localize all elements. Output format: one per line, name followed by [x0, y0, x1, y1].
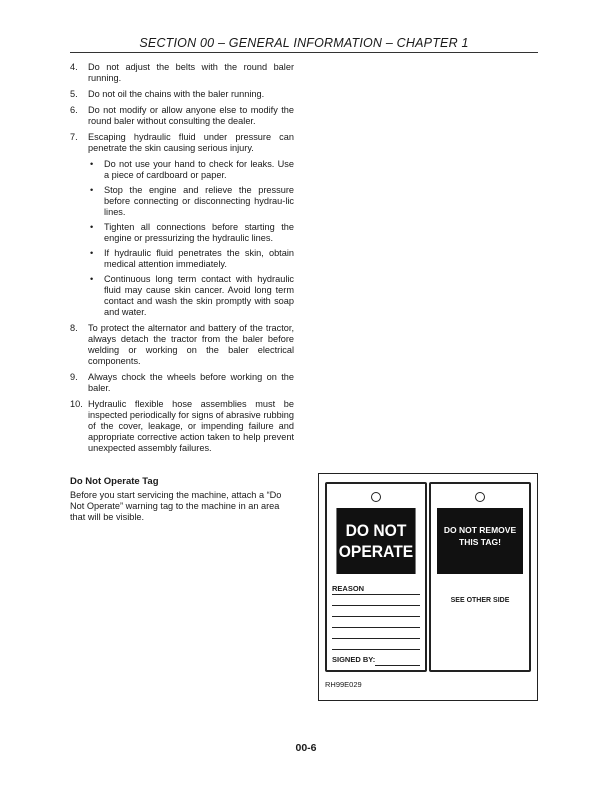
signed-by-label: SIGNED BY:	[332, 655, 376, 664]
list-item	[70, 62, 294, 84]
bullet-icon: •	[90, 222, 94, 232]
page-header: SECTION 00 – GENERAL INFORMATION – CHAPTER 1	[139, 36, 469, 50]
page-number: 00-6	[295, 742, 317, 754]
bullet-item	[88, 185, 294, 218]
reason-line	[332, 594, 420, 595]
section-heading: Do Not Operate Tag	[70, 476, 159, 487]
header-divider	[70, 52, 538, 53]
reason-label: REASON	[332, 584, 365, 593]
bullet-item	[88, 222, 294, 244]
bullet-item	[88, 248, 294, 270]
bullet-icon: •	[90, 185, 94, 195]
item-text: To protect the alternator and battery of the tractor, always detach the tractor from the baler before welding or working on the baler electrical components.	[88, 323, 294, 366]
figure-caption: RH99E029	[325, 680, 362, 689]
list-item	[70, 372, 294, 394]
bullet-text: If hydraulic fluid penetrates the skin, obtain medical attention immediately.	[104, 248, 294, 269]
list-item	[70, 105, 294, 127]
see-other-side-label: SEE OTHER SIDE	[450, 597, 510, 604]
item-number: 5.	[70, 89, 78, 99]
bullet-text: Continuous long term contact with hydraulic fluid may cause skin cancer. Avoid long term contact and wash the skin promptly with soap and water.	[104, 274, 294, 317]
tag-back	[429, 482, 531, 672]
front-line2: OPERATE	[338, 542, 414, 561]
item-text: Do not modify or allow anyone else to modify the round baler without consulting the dealer.	[88, 105, 294, 126]
list-item	[70, 323, 294, 367]
bullet-item	[88, 274, 294, 318]
item-number: 8.	[70, 323, 78, 333]
reason-line	[332, 605, 420, 606]
reason-line	[332, 616, 420, 617]
hydraulic-bullets	[88, 159, 294, 318]
safety-list	[70, 62, 294, 459]
item-number: 4.	[70, 62, 78, 72]
item-number: 10.	[70, 399, 83, 409]
section-body: Before you start servicing the machine, attach a “Do Not Operate” warning tag to the machine in an area that will be visible.	[70, 490, 282, 522]
front-line1: DO NOT	[345, 521, 407, 540]
item-number: 6.	[70, 105, 78, 115]
back-line2: THIS TAG!	[459, 537, 501, 547]
signature-line	[375, 665, 420, 666]
do-not-remove-label	[437, 508, 523, 574]
item-text: Escaping hydraulic fluid under pressure can penetrate the skin causing serious injury.	[88, 132, 294, 153]
bullet-icon: •	[90, 248, 94, 258]
item-text: Hydraulic flexible hose assemblies must be inspected periodically for signs of abrasive rubbing of the cover, leakage, or impending failure and appropriate corrective action taken to help prevent unexpected assembly failures.	[88, 399, 294, 453]
item-text: Always chock the wheels before working on the baler.	[88, 372, 294, 393]
bullet-text: Do not use your hand to check for leaks. Use a piece of cardboard or paper.	[104, 159, 294, 180]
tag-figure	[318, 473, 538, 701]
list-item	[70, 399, 294, 454]
back-line1: DO NOT REMOVE	[443, 525, 517, 535]
tag-hole-icon	[371, 492, 381, 502]
list-item	[70, 132, 294, 318]
reason-line	[332, 627, 420, 628]
item-number: 7.	[70, 132, 78, 142]
bullet-text: Stop the engine and relieve the pressure before connecting or disconnecting hydrau-lic lines.	[104, 185, 294, 217]
list-item	[70, 89, 294, 100]
tag-hole-icon	[475, 492, 485, 502]
bullet-icon: •	[90, 159, 94, 169]
bullet-item	[88, 159, 294, 181]
reason-line	[332, 649, 420, 650]
item-text: Do not oil the chains with the baler running.	[88, 89, 265, 99]
tag-front	[325, 482, 427, 672]
reason-line	[332, 638, 420, 639]
bullet-text: Tighten all connections before starting the engine or pressurizing the hydraulic lines.	[104, 222, 294, 243]
bullet-icon: •	[90, 274, 94, 284]
item-text: Do not adjust the belts with the round baler running.	[88, 62, 294, 83]
do-not-operate-label	[336, 508, 415, 574]
item-number: 9.	[70, 372, 78, 382]
